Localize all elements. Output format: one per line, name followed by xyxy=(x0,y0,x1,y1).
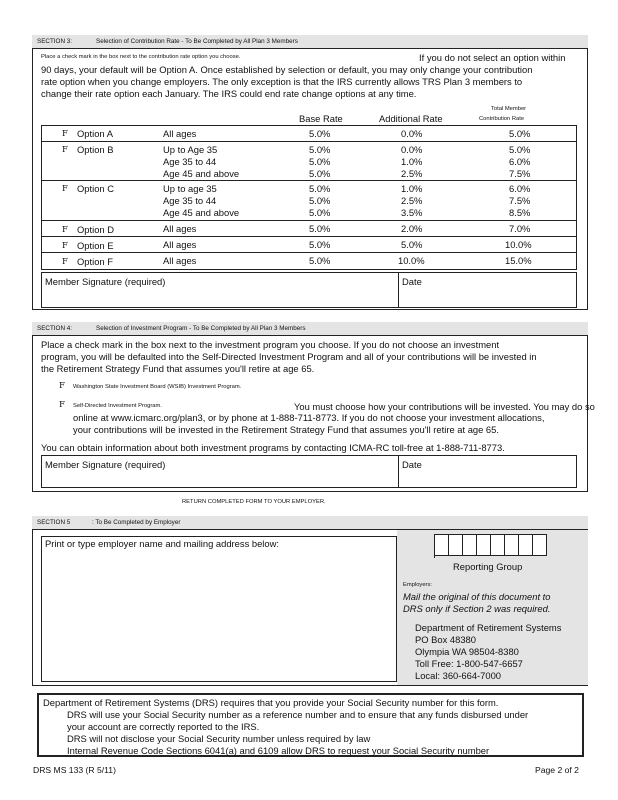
checkbox-icon[interactable]: F xyxy=(62,184,68,194)
option-base-rate: 5.0% xyxy=(309,223,331,234)
option-additional-rate: 2.5% xyxy=(401,168,423,179)
reporting-group-digit-box[interactable] xyxy=(463,534,477,556)
option-base-rate: 5.0% xyxy=(309,183,331,194)
option-name: Option C xyxy=(77,183,114,194)
date-field[interactable] xyxy=(399,273,576,307)
option-additional-rate: 0.0% xyxy=(401,144,423,155)
option-age: Up to Age 35 xyxy=(163,144,218,155)
checkbox-icon[interactable]: F xyxy=(62,145,68,155)
option-total-rate: 6.0% xyxy=(509,156,531,167)
reporting-group-digit-box[interactable] xyxy=(519,534,533,556)
option-additional-rate: 1.0% xyxy=(401,156,423,167)
option-row[interactable] xyxy=(42,253,576,270)
section-3-title: Selection of Contribution Rate - To Be Completed by All Plan 3 Members xyxy=(96,38,298,45)
option-base-rate: 5.0% xyxy=(309,239,331,250)
icma-contact-line: You can obtain information about both investment programs by contacting ICMA-RC toll-free at 1-888-711-8773. xyxy=(41,442,505,453)
reporting-group-digit-box[interactable] xyxy=(505,534,519,556)
checkbox-icon[interactable]: F xyxy=(59,381,65,391)
address-line: PO Box 48380 xyxy=(415,634,476,645)
reporting-group-label: Reporting Group xyxy=(453,561,523,572)
checkbox-icon[interactable]: F xyxy=(59,400,65,410)
option-base-rate: 5.0% xyxy=(309,144,331,155)
self-directed-line3: your contributions will be invested in the Retirement Strategy Fund that assumes you'll retire at age 65. xyxy=(73,424,499,435)
section-3-instruction-line3: rate option when you change employers. The only exception is that the IRS currently allows TRS Plan 3 members to xyxy=(41,76,523,87)
member-signature-field[interactable] xyxy=(42,456,397,487)
section-5-title: : To Be Completed by Employer xyxy=(92,519,181,526)
checkbox-icon[interactable]: F xyxy=(62,257,68,267)
reporting-group-digit-box[interactable] xyxy=(477,534,491,556)
section-3-instruction-line4: change their rate option each January. The IRS could end rate change options at any time. xyxy=(41,88,417,99)
reporting-group-digit-box[interactable] xyxy=(533,534,547,556)
address-line: Department of Retirement Systems xyxy=(415,622,562,633)
reporting-group-digit-box[interactable] xyxy=(449,534,463,556)
employer-prompt: Print or type employer name and mailing address below: xyxy=(45,538,279,549)
option-name: Option A xyxy=(77,128,113,139)
option-age: All ages xyxy=(163,255,197,266)
option-base-rate: 5.0% xyxy=(309,195,331,206)
checkbox-icon[interactable]: F xyxy=(62,241,68,251)
self-directed-line2: online at www.icmarc.org/plan3, or by phone at 1-888-711-8773. If you do not choose your investment allocations, xyxy=(73,412,545,423)
section-4-signature-row xyxy=(41,455,577,488)
self-directed-program-label: Self-Directed Investment Program. xyxy=(73,403,162,409)
option-age: All ages xyxy=(163,128,197,139)
member-signature-field[interactable] xyxy=(42,273,397,307)
self-directed-line1: You must choose how your contributions will be invested. You may do so xyxy=(294,401,595,412)
option-base-rate: 5.0% xyxy=(309,207,331,218)
section-5-number: SECTION 5 xyxy=(37,519,71,526)
column-header-total-line2: Contribution Rate xyxy=(479,116,525,122)
section-4-header xyxy=(32,322,588,335)
ssn-notice-line1: Department of Retirement Systems (DRS) requires that you provide your Social Security number for this form. xyxy=(43,697,499,708)
option-additional-rate: 3.5% xyxy=(401,207,423,218)
option-age: Age 35 to 44 xyxy=(163,156,217,167)
option-additional-rate: 2.5% xyxy=(401,195,423,206)
section-4-instruction-line2: program, you will be defaulted into the Self-Directed Investment Program and all of your contributions will be invested in xyxy=(41,351,537,362)
member-signature-label: Member Signature (required) xyxy=(45,459,166,470)
option-additional-rate: 2.0% xyxy=(401,223,423,234)
date-label: Date xyxy=(402,459,422,470)
address-line: Olympia WA 98504-8380 xyxy=(415,646,519,657)
mail-note-line1: Mail the original of this document to xyxy=(403,591,551,602)
section-3-number: SECTION 3: xyxy=(37,38,72,45)
option-row[interactable] xyxy=(42,221,576,237)
form-id: DRS MS 133 (R 5/11) xyxy=(33,765,116,775)
column-header-total-line1: Total Member xyxy=(491,106,527,112)
section-4-instruction-line3: the Retirement Strategy Fund that assumes you'll retire at age 65. xyxy=(41,363,315,374)
option-name: Option D xyxy=(77,224,114,235)
option-additional-rate: 1.0% xyxy=(401,183,423,194)
wsib-program-label: Washington State Investment Board (WSIB) Investment Program. xyxy=(73,384,242,390)
option-base-rate: 5.0% xyxy=(309,128,331,139)
option-base-rate: 5.0% xyxy=(309,168,331,179)
option-total-rate: 7.5% xyxy=(509,168,531,179)
option-total-rate: 10.0% xyxy=(505,239,532,250)
option-name: Option B xyxy=(77,144,114,155)
option-row[interactable] xyxy=(42,126,576,142)
section-3-instruction-line1: If you do not select an option within xyxy=(419,52,566,63)
option-name: Option E xyxy=(77,240,114,251)
option-age: Age 45 and above xyxy=(163,168,240,179)
page-number: Page 2 of 2 xyxy=(535,765,579,775)
column-header-additional-rate: Additional Rate xyxy=(379,113,443,124)
checkbox-icon[interactable]: F xyxy=(62,129,68,139)
section-3-instruction-small: Place a check mark in the box next to the contribution rate option you choose. xyxy=(41,54,241,60)
checkbox-icon[interactable]: F xyxy=(62,225,68,235)
member-signature-label: Member Signature (required) xyxy=(45,276,166,287)
section-4-instruction-line1: Place a check mark in the box next to the investment program you choose. If you do not choose an investment xyxy=(41,339,500,350)
option-row[interactable] xyxy=(42,181,576,221)
section-4-number: SECTION 4: xyxy=(37,325,72,332)
reporting-group-boxes[interactable] xyxy=(434,534,546,558)
employer-address-field[interactable] xyxy=(41,536,397,682)
option-age: Up to age 35 xyxy=(163,183,217,194)
ssn-notice-box xyxy=(37,693,584,757)
option-total-rate: 5.0% xyxy=(509,144,531,155)
section-4-title: Selection of Investment Program - To Be Completed by All Plan 3 Members xyxy=(96,325,306,332)
option-total-rate: 5.0% xyxy=(509,128,531,139)
option-age: All ages xyxy=(163,223,197,234)
option-row[interactable] xyxy=(42,142,576,181)
option-total-rate: 6.0% xyxy=(509,183,531,194)
option-age: All ages xyxy=(163,239,197,250)
option-total-rate: 8.5% xyxy=(509,207,531,218)
date-field[interactable] xyxy=(399,456,576,487)
address-line: Toll Free: 1-800-547-6657 xyxy=(415,658,523,669)
employers-label: Employers: xyxy=(403,582,432,588)
option-age: Age 45 and above xyxy=(163,207,240,218)
address-line: Local: 360-664-7000 xyxy=(415,670,502,681)
option-additional-rate: 0.0% xyxy=(401,128,423,139)
column-header-base-rate: Base Rate xyxy=(299,113,343,124)
section-3-instruction-line2: 90 days, your default will be Option A. Once established by selection or default, you may only change your contribution xyxy=(41,64,533,75)
section-3-signature-row xyxy=(41,272,577,308)
option-total-rate: 7.5% xyxy=(509,195,531,206)
section-5-header xyxy=(32,516,588,529)
option-total-rate: 7.0% xyxy=(509,223,531,234)
contribution-options-table xyxy=(41,125,577,270)
option-base-rate: 5.0% xyxy=(309,255,331,266)
option-base-rate: 5.0% xyxy=(309,156,331,167)
option-additional-rate: 5.0% xyxy=(401,239,423,250)
ssn-notice-line5: Internal Revenue Code Sections 6041(a) and 6109 allow DRS to request your Social Security number xyxy=(67,745,490,756)
return-form-note: RETURN COMPLETED FORM TO YOUR EMPLOYER. xyxy=(182,499,326,505)
ssn-notice-line3: your account are correctly reported to the IRS. xyxy=(67,721,260,732)
reporting-group-digit-box[interactable] xyxy=(491,534,505,556)
option-name: Option F xyxy=(77,256,113,267)
ssn-notice-line2: DRS will use your Social Security number as a reference number and to ensure that any funds disbursed under xyxy=(67,709,529,720)
reporting-group-digit-box[interactable] xyxy=(435,534,449,556)
option-total-rate: 15.0% xyxy=(505,255,532,266)
option-age: Age 35 to 44 xyxy=(163,195,217,206)
section-3-header xyxy=(32,35,588,48)
option-row[interactable] xyxy=(42,237,576,253)
option-additional-rate: 10.0% xyxy=(398,255,425,266)
date-label: Date xyxy=(402,276,422,287)
ssn-notice-line4: DRS will not disclose your Social Security number unless required by law xyxy=(67,733,371,744)
mail-note-line2: DRS only if Section 2 was required. xyxy=(403,603,551,614)
